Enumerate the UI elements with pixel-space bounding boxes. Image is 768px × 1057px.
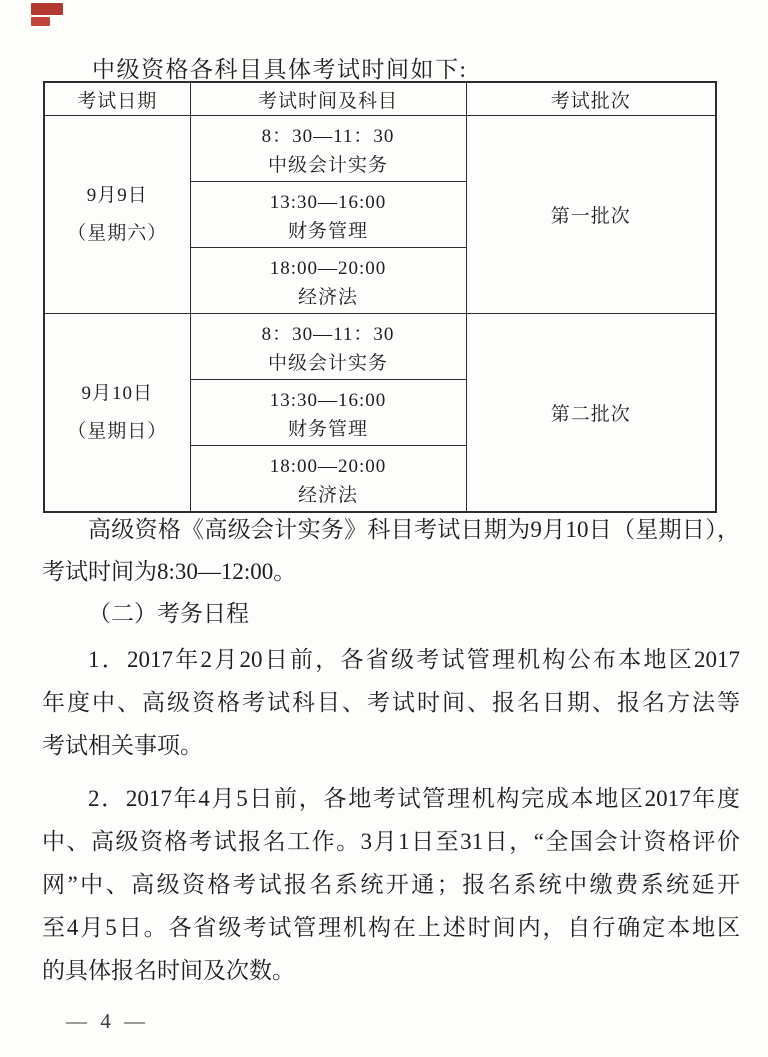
exam-date-cell-batch2 — [44, 314, 190, 513]
paragraph-line: 考试相关事项。 — [42, 733, 203, 758]
session-time: 13:30—16:00 — [269, 390, 387, 411]
paragraph-line: 考试时间为8:30—12:00。 — [42, 559, 297, 584]
session-subject: 财务管理 — [287, 221, 368, 242]
paragraph-line: 高级资格《高级会计实务》科目考试日期为9月10日（星期日）， — [88, 517, 740, 542]
session-subject: 经济法 — [297, 485, 358, 506]
paragraph-line: 1．2017年2月20日前，各省级考试管理机构公布本地区2017 — [88, 647, 740, 672]
paragraph-line: 的具体报名时间及次数。 — [42, 958, 295, 983]
session-cell — [190, 380, 466, 446]
session-subject: 经济法 — [297, 287, 358, 308]
exam-date: 9月10日 — [81, 382, 153, 404]
senior-exam-note — [42, 509, 740, 593]
red-scan-artifact-1 — [31, 3, 63, 15]
session-cell — [190, 248, 466, 314]
section-heading — [42, 592, 740, 635]
exam-date: 9月9日 — [86, 184, 148, 206]
session-time: 8：30—11：30 — [261, 126, 395, 147]
table-header-row — [44, 82, 716, 116]
session-subject: 中级会计实务 — [267, 155, 388, 176]
session-time: 18:00—20:00 — [269, 456, 387, 477]
schedule-item-1 — [42, 638, 740, 767]
session-time: 8：30—11：30 — [261, 324, 395, 345]
paragraph-line: 年度中、高级资格考试科目、考试时间、报名日期、报名方法等 — [42, 690, 740, 715]
batch-label-1: 第一批次 — [466, 116, 716, 314]
exam-date-cell-batch1 — [44, 116, 190, 314]
table-row — [44, 314, 716, 380]
session-cell — [190, 182, 466, 248]
section-heading-text: （二）考务日程 — [88, 601, 249, 626]
paragraph-line: 中、高级资格考试报名工作。3月1日至31日，“全国会计资格评价 — [42, 829, 740, 854]
session-subject: 财务管理 — [287, 419, 368, 440]
session-cell — [190, 314, 466, 380]
table-row — [44, 116, 716, 182]
exam-weekday: （星期六） — [67, 222, 168, 244]
paragraph-line: 网”中、高级资格考试报名系统开通；报名系统中缴费系统延开 — [42, 872, 740, 897]
session-time: 18:00—20:00 — [269, 258, 387, 279]
paragraph-line: 至4月5日。各省级考试管理机构在上述时间内，自行确定本地区 — [42, 915, 740, 940]
schedule-item-2 — [42, 777, 740, 992]
exam-schedule-table — [43, 81, 717, 513]
session-subject: 中级会计实务 — [267, 353, 388, 374]
session-time: 13:30—16:00 — [269, 192, 387, 213]
session-cell — [190, 446, 466, 513]
paragraph-line: 2．2017年4月5日前，各地考试管理机构完成本地区2017年度 — [88, 786, 741, 811]
intro-line: 中级资格各科目具体考试时间如下: — [92, 57, 468, 82]
red-scan-artifact-2 — [31, 17, 50, 26]
page-number: — 4 — — [66, 1009, 149, 1033]
batch-label-2: 第二批次 — [466, 314, 716, 513]
col-header-batch: 考试批次 — [466, 82, 716, 116]
col-header-time-subject: 考试时间及科目 — [190, 82, 466, 116]
session-cell — [190, 116, 466, 182]
col-header-exam-date: 考试日期 — [44, 82, 190, 116]
exam-weekday: （星期日） — [67, 420, 168, 442]
